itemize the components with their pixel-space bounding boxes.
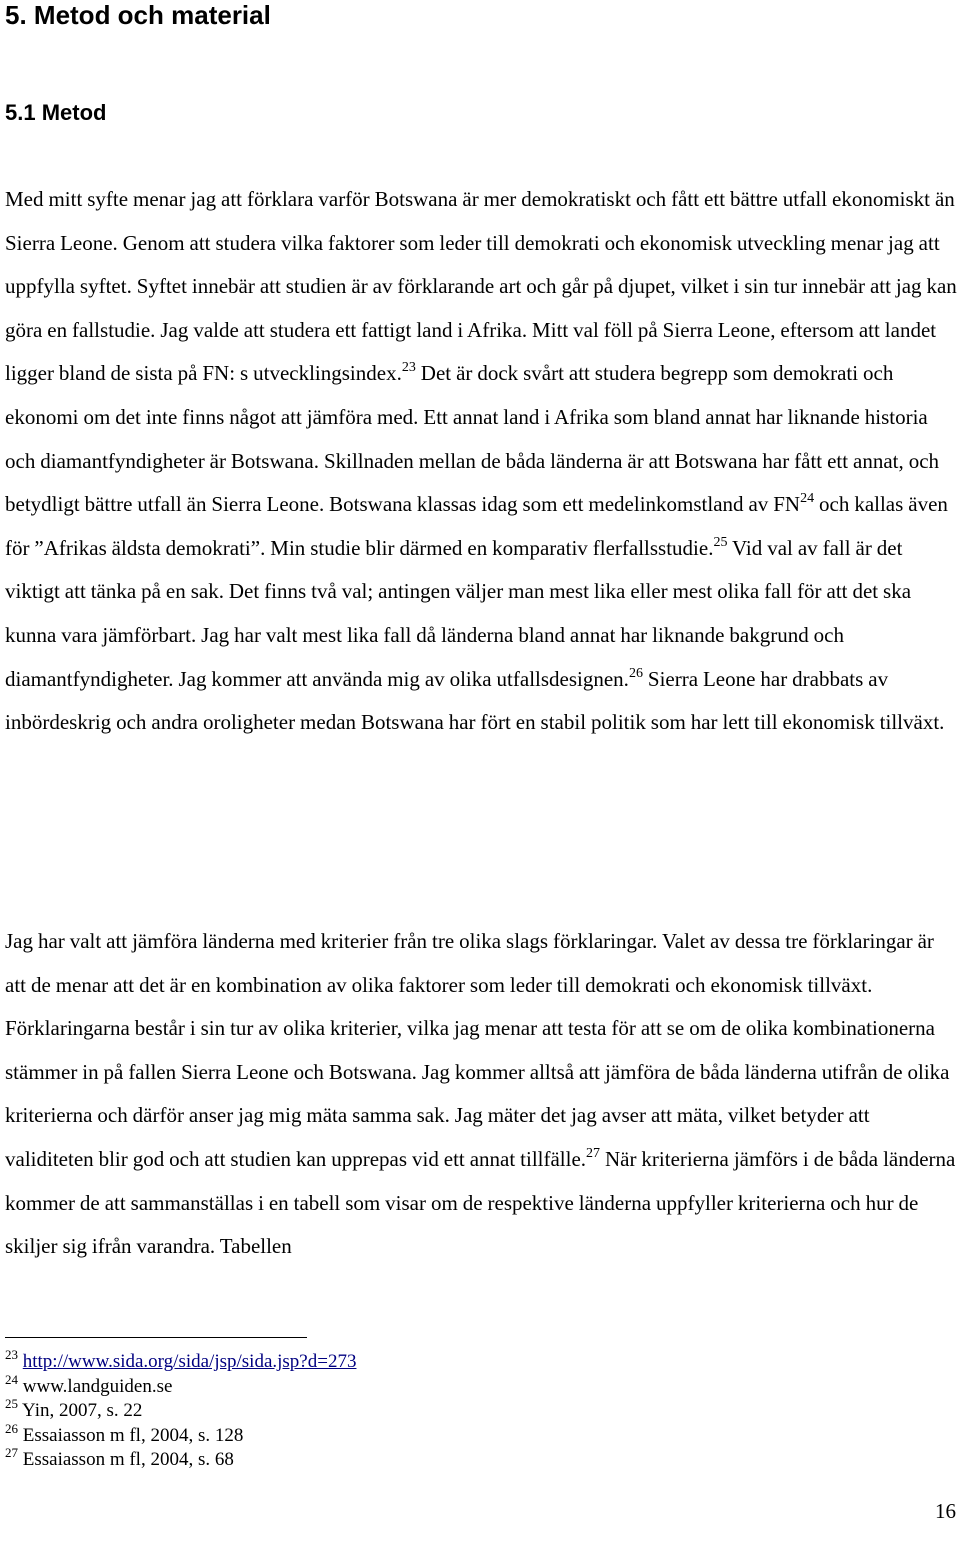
footnote-reference-24[interactable]: 24: [800, 491, 815, 507]
footnote-23: [5, 1347, 357, 1375]
footnote-number: 24: [5, 1371, 18, 1387]
footnote-text: Essaiasson m fl, 2004, s. 128: [22, 1424, 244, 1446]
paragraph-text: Jag har valt att jämföra länderna med kriterier från tre olika slags förklaringar. Valet av dessa tre förklaringar är att de menar att det är en kombination av olika faktorer som leder till demokrati och ekonomisk tillväxt. Förklaringarna består i sin tur av olika kriterier, vilka jag menar att testa för att se om de olika kombinationerna stämmer in på fallen Sierra Leone och Botswana. Jag kommer alltså att jämföra de båda länderna utifrån de olika kriterierna och därför anser jag mig mäta samma sak. Jag mäter det jag avser att mäta, vilket betyder att validiteten blir god och att studien kan upprepas vid ett annat tillfälle.: [5, 929, 950, 1171]
paragraph-text: Vid val av fall är det viktigt att tänka på en sak. Det finns två val; antingen väljer man mest lika eller mest olika fall för att det ska kunna vara jämförbart. Jag har valt mest lika fall då länderna bland annat har liknande bakgrund och diamantfyndigheter. Jag kommer att använda mig av olika utfallsdesignen.: [5, 535, 912, 691]
footnote-number: 23: [5, 1347, 18, 1362]
footnote-reference-26[interactable]: 26: [628, 665, 643, 681]
paragraph-text: När kriterierna jämförs i de båda länderna kommer de att sammanställas i en tabell som visar om de respektive länderna uppfyller kriterierna och hur de skiljer sig ifrån varandra. Tabellen: [5, 1146, 956, 1259]
page-number: 16: [935, 1499, 956, 1523]
footnote-25: [5, 1396, 356, 1424]
body-paragraph-1: [5, 178, 957, 745]
footnote-26: [5, 1420, 356, 1449]
footnote-list: [5, 1347, 357, 1473]
footnote-number: 26: [5, 1420, 18, 1436]
section-heading: 5.1 Metod: [5, 100, 107, 125]
footnote-text: Yin, 2007, s. 22: [22, 1400, 143, 1421]
paragraph-text: Sierra Leone har drabbats av inbördeskrig och andra oroligheter medan Botswana har fört en stabil politik som har lett till ekonomisk tillväxt.: [5, 666, 945, 735]
footnote-text: Essaiasson m fl, 2004, s. 68: [22, 1449, 234, 1470]
footnote-reference-27[interactable]: 27: [586, 1145, 601, 1161]
footnote-link[interactable]: http://www.sida.org/sida/jsp/sida.jsp?d=273: [22, 1351, 357, 1372]
footnote-24: [5, 1371, 356, 1400]
footnote-reference-25[interactable]: 25: [713, 534, 728, 550]
footnote-27: [5, 1445, 356, 1473]
body-paragraph-2: [5, 920, 957, 1269]
paragraph-text: Det är dock svårt att studera begrepp som demokrati och ekonomi om det inte finns något att jämföra med. Ett annat land i Afrika som bland annat har liknande historia och diamantfyndigheter är Botswana. Skillnaden mellan de båda länderna är att Botswana har fått ett annat, och betydligt bättre utfall än Sierra Leone. Botswana klassas idag som ett medelinkomstland av FN: [5, 361, 940, 517]
footnote-reference-23[interactable]: 23: [401, 360, 416, 376]
paragraph-text: Med mitt syfte menar jag att förklara varför Botswana är mer demokratiskt och fått ett bättre utfall ekonomiskt än Sierra Leone. Genom att studera vilka faktorer som leder till demokrati och ekonomisk utveckling menar jag att uppfylla syftet. Syftet innebär att studien är av förklarande art och går på djupet, vilket i sin tur innebär att jag kan göra en fallstudie. Jag valde att studera ett fattigt land i Afrika. Mitt val föll på Sierra Leone, eftersom att landet ligger bland de sista på FN: s utvecklingsindex.: [5, 187, 957, 386]
footnote-separator: [5, 1337, 307, 1338]
paragraph-text: och kallas även för ”Afrikas äldsta demokrati”. Min studie blir därmed en komparativ flerfallsstudie.: [5, 492, 948, 560]
footnote-text: www.landguiden.se: [22, 1375, 173, 1397]
chapter-heading: 5. Metod och material: [5, 0, 271, 30]
footnote-number: 25: [5, 1396, 18, 1411]
footnote-number: 27: [5, 1445, 18, 1460]
